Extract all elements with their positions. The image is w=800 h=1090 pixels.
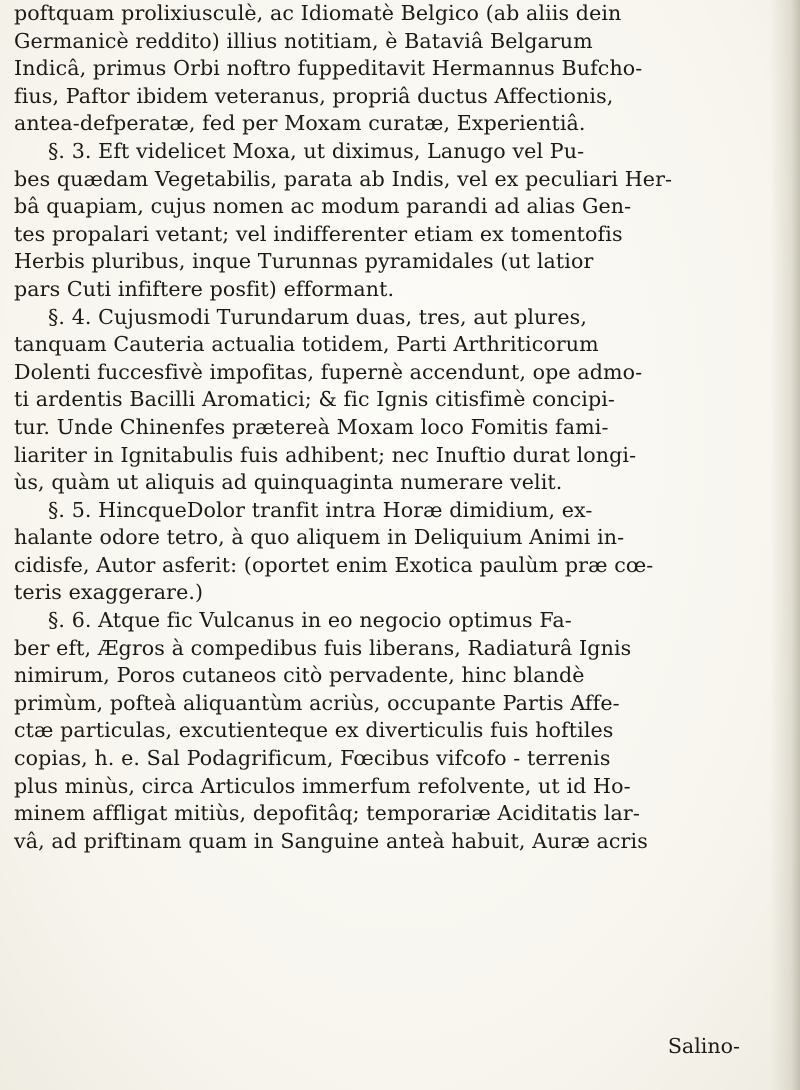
text-line: ber eft, Ægros à compedibus fuis liberans, Radiaturâ Ignis (14, 635, 632, 660)
section-heading-line: §. 3. Eft videlicet Moxa, ut diximus, Lanugo vel Pu- (48, 138, 585, 163)
section-heading-line: §. 4. Cujusmodi Turundarum duas, tres, aut plures, (48, 304, 587, 329)
section-heading-line: §. 5. HincqueDolor tranfit intra Horæ dimidium, ex- (48, 497, 593, 522)
text-line: tur. Unde Chinenfes prætereà Moxam loco Fomitis fami- (14, 414, 609, 439)
text-line: Indicâ, primus Orbi noftro fuppeditavit Hermannus Bufcho- (14, 56, 643, 81)
page-text (14, 0, 784, 855)
text-line: tanquam Cauteria actualia totidem, Parti Arthriticorum (14, 332, 599, 357)
text-line: Germanicè reddito) illius notitiam, è Bataviâ Belgarum (14, 28, 593, 53)
text-line: vâ, ad priftinam quam in Sanguine anteà habuit, Auræ acris (14, 828, 648, 853)
text-line: nimirum, Poros cutaneos citò pervadente, hinc blandè (14, 663, 585, 688)
text-line: Dolenti fuccesfivè impofitas, fupernè accendunt, ope admo- (14, 359, 643, 384)
text-line: bes quædam Vegetabilis, parata ab Indis, vel ex peculiari Her- (14, 166, 673, 191)
text-line: ctæ particulas, excutienteque ex diverticulis fuis hoftiles (14, 718, 614, 743)
text-line: ti ardentis Bacilli Aromatici; & fic Ignis citisfimè concipi- (14, 387, 615, 412)
text-line: tes propalari vetant; vel indifferenter etiam ex tomentofis (14, 221, 623, 246)
text-line: fius, Paftor ibidem veteranus, propriâ ductus Affectionis, (14, 83, 614, 108)
text-line: plus minùs, circa Articulos immerfum refolvente, ut id Ho- (14, 773, 631, 798)
page-edge-shadow (770, 0, 800, 1090)
text-line: pars Cuti infiftere posfit) efformant. (14, 276, 395, 301)
text-line: liariter in Ignitabulis fuis adhibent; nec Inuftio durat longi- (14, 442, 637, 467)
text-line: copias, h. e. Sal Podagrificum, Fœcibus vifcofo - terrenis (14, 746, 611, 771)
text-line: bâ quapiam, cujus nomen ac modum parandi ad alias Gen- (14, 194, 632, 219)
text-line: teris exaggerare.) (14, 580, 204, 605)
text-line: ùs, quàm ut aliquis ad quinquaginta numerare velit. (14, 470, 563, 495)
text-line: primùm, pofteà aliquantùm acriùs, occupante Partis Affe- (14, 690, 620, 715)
text-line: halante odore tetro, à quo aliquem in Deliquium Animi in- (14, 525, 625, 550)
catchword: Salino- (667, 1034, 740, 1058)
section-heading-line: §. 6. Atque fic Vulcanus in eo negocio optimus Fa- (48, 608, 572, 633)
text-line: cidisfe, Autor asferit: (oportet enim Exotica paulùm præ cœ- (14, 552, 654, 577)
text-line: poftquam prolixiusculè, ac Idiomatè Belgico (ab aliis dein (14, 1, 622, 25)
text-line: antea-defperatæ, fed per Moxam curatæ, Experientiâ. (14, 111, 586, 136)
text-line: minem affligat mitiùs, depofitâq; temporariæ Aciditatis lar- (14, 801, 640, 826)
text-line: Herbis pluribus, inque Turunnas pyramidales (ut latior (14, 249, 594, 274)
